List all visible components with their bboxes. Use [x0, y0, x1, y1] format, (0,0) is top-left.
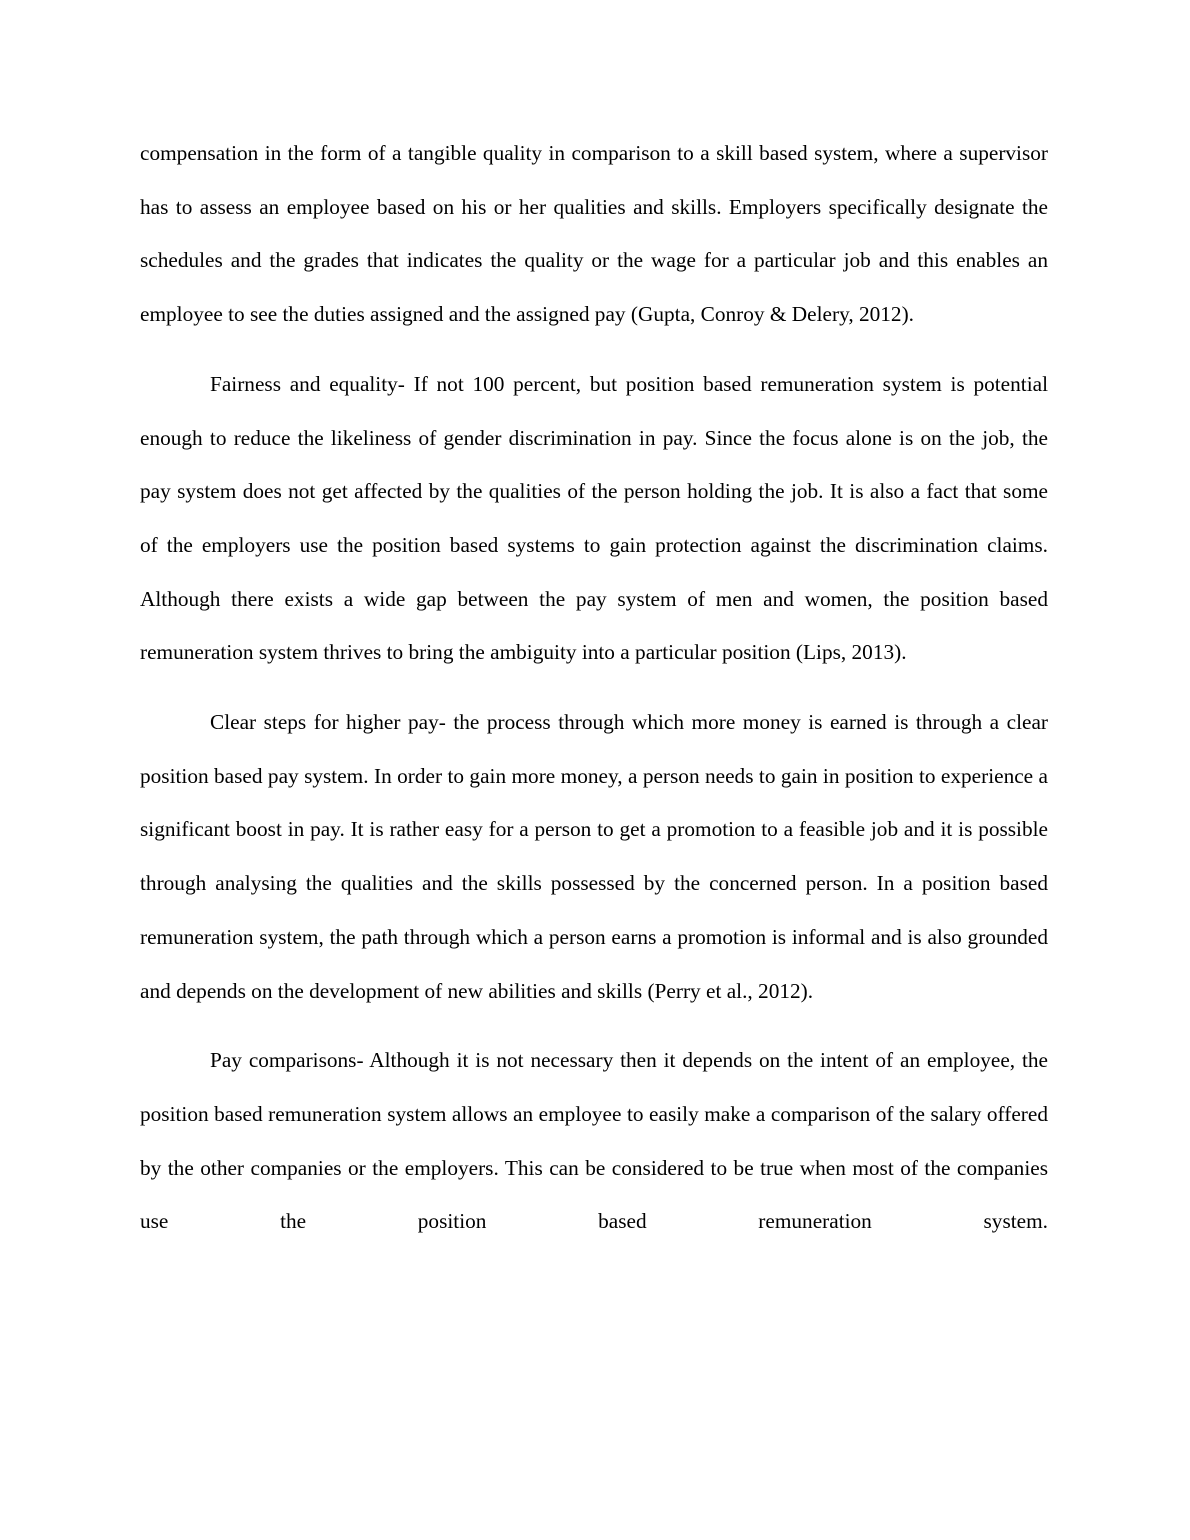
paragraph-continuation: compensation in the form of a tangible quality in comparison to a skill based system, where a supervisor has to assess an employee based on his or her qualities and skills. Employers specifically designate the schedules and the grades that indicates the quality or the wage for a particular job and this enables an employee to see the duties assigned and the assigned pay (Gupta, Conroy & Delery, 2012). [140, 141, 1048, 327]
body-text [140, 127, 1048, 1265]
paragraph-pay-comparisons: Pay comparisons- Although it is not necessary then it depends on the intent of an employee, the position based remuneration system allows an employee to easily make a comparison of the salary offered by the other companies or the employers. This can be considered to be true when most of the companies use the position based remuneration system. [140, 1048, 1048, 1234]
paragraph-clear-steps-for-higher-pay: Clear steps for higher pay- the process through which more money is earned is through a clear position based pay system. In order to gain more money, a person needs to gain in position to experience a significant boost in pay. It is rather easy for a person to get a promotion to a feasible job and it is possible through analysing the qualities and the skills possessed by the concerned person. In a position based remuneration system, the path through which a person earns a promotion is informal and is also grounded and depends on the development of new abilities and skills (Perry et al., 2012). [140, 710, 1048, 1003]
paragraph-fairness-and-equality: Fairness and equality- If not 100 percent, but position based remuneration system is potential enough to reduce the likeliness of gender discrimination in pay. Since the focus alone is on the job, the pay system does not get affected by the qualities of the person holding the job. It is also a fact that some of the employers use the position based systems to gain protection against the discrimination claims. Although there exists a wide gap between the pay system of men and women, the position based remuneration system thrives to bring the ambiguity into a particular position (Lips, 2013). [140, 371, 1048, 665]
